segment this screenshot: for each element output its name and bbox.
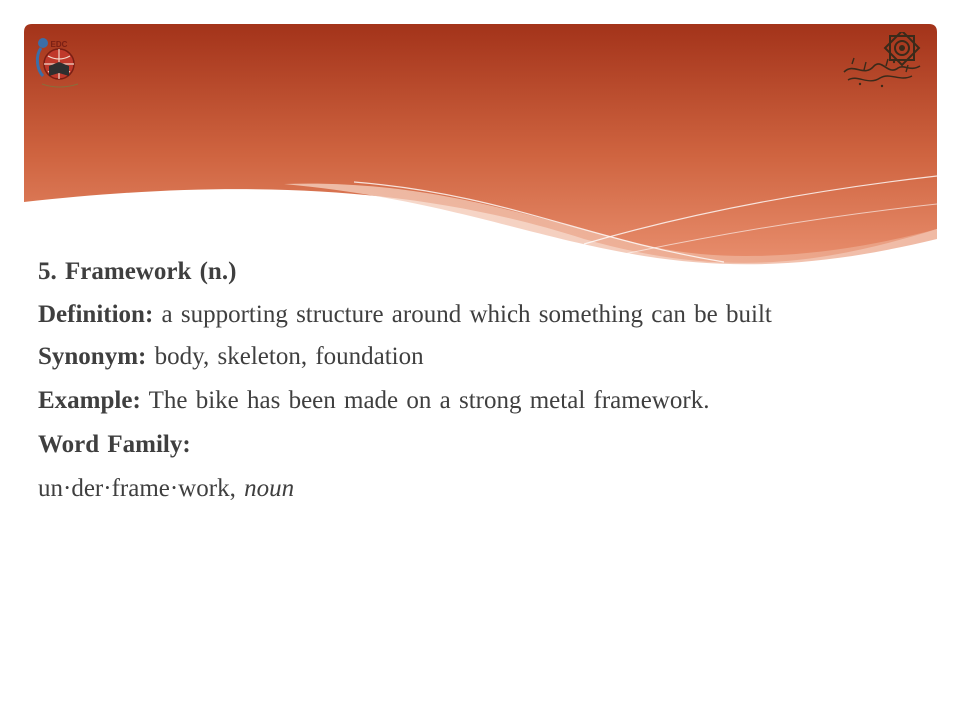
university-logo-icon: [842, 32, 924, 90]
vocabulary-entry: [38, 253, 934, 514]
word-family-label: Word Family:: [38, 431, 191, 458]
definition-line: [38, 297, 934, 332]
word-family-entry: [38, 470, 934, 508]
word-family-word: un·der·frame·work,: [38, 475, 245, 502]
svg-text:EDC: EDC: [50, 40, 68, 49]
synonym-label: Synonym:: [38, 343, 147, 370]
word-family-line: [38, 426, 934, 464]
entry-heading-text: 5. Framework (n.): [38, 258, 237, 285]
example-text: The bike has been made on a strong metal framework.: [140, 387, 710, 414]
word-family-pos: noun: [244, 475, 295, 502]
entry-heading: [38, 253, 934, 291]
synonym-text: body, skeleton, foundation: [146, 343, 424, 370]
example-label: Example:: [38, 387, 141, 414]
definition-text: a supporting structure around which something can be built: [153, 301, 772, 328]
definition-label: Definition:: [38, 301, 154, 328]
header-wave-graphic: [24, 24, 937, 274]
example-line: [38, 382, 934, 420]
synonym-line: [38, 338, 934, 376]
edc-logo-icon: [34, 34, 82, 92]
header-band: [24, 24, 937, 274]
